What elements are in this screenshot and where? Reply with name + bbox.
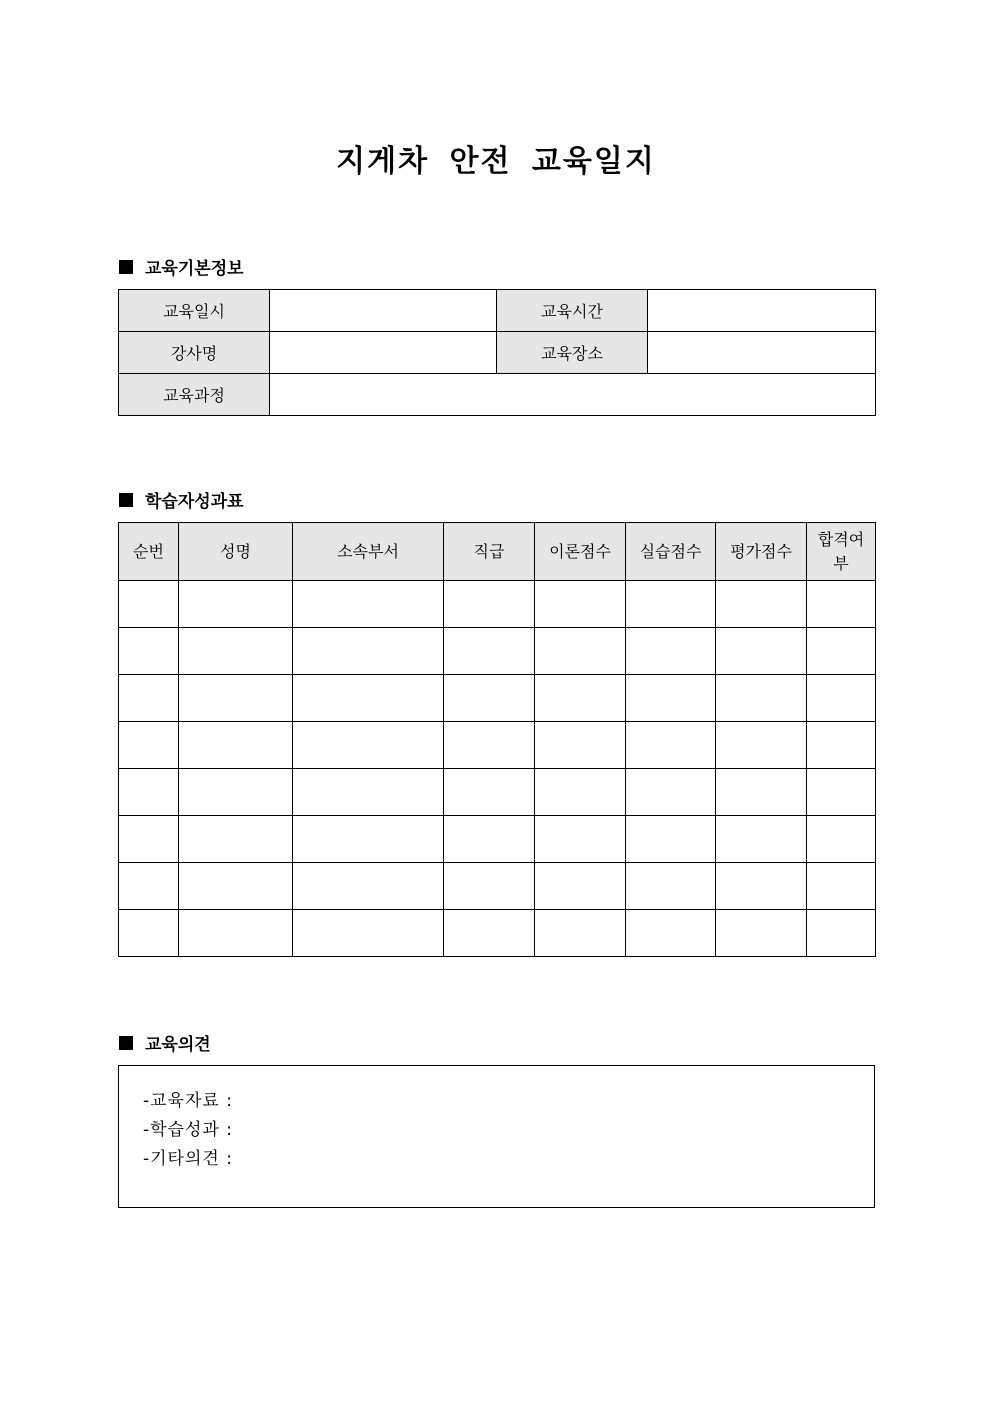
document-title: 지게차 안전 교육일지 <box>336 144 656 179</box>
cell-eval-score[interactable] <box>716 628 807 675</box>
cell-pass[interactable] <box>807 581 876 628</box>
cell-name[interactable] <box>179 675 293 722</box>
cell-department[interactable] <box>293 769 444 816</box>
square-bullet-icon <box>119 1036 133 1050</box>
cell-practice-score[interactable] <box>626 675 716 722</box>
cell-eval-score[interactable] <box>716 816 807 863</box>
cell-rank[interactable] <box>444 769 535 816</box>
cell-department[interactable] <box>293 581 444 628</box>
cell-eval-score[interactable] <box>716 581 807 628</box>
cell-theory-score[interactable] <box>535 863 626 910</box>
cell-rank[interactable] <box>444 910 535 957</box>
cell-no[interactable] <box>119 816 179 863</box>
cell-no[interactable] <box>119 910 179 957</box>
cell-rank[interactable] <box>444 628 535 675</box>
results-table <box>118 522 876 957</box>
col-header-eval-score: 평가점수 <box>716 523 807 581</box>
basic-info-table <box>118 289 876 416</box>
col-header-name: 성명 <box>179 523 293 581</box>
table-row <box>119 675 876 722</box>
cell-theory-score[interactable] <box>535 816 626 863</box>
section-heading-opinion <box>119 1030 211 1055</box>
cell-no[interactable] <box>119 675 179 722</box>
cell-name[interactable] <box>179 722 293 769</box>
cell-rank[interactable] <box>444 581 535 628</box>
cell-department[interactable] <box>293 628 444 675</box>
cell-practice-score[interactable] <box>626 910 716 957</box>
time-label: 교육시간 <box>497 290 648 332</box>
cell-pass[interactable] <box>807 628 876 675</box>
section-heading-results <box>119 487 244 512</box>
cell-theory-score[interactable] <box>535 628 626 675</box>
section-heading-basic-info <box>119 254 244 279</box>
cell-department[interactable] <box>293 910 444 957</box>
cell-name[interactable] <box>179 816 293 863</box>
col-header-department: 소속부서 <box>293 523 444 581</box>
cell-no[interactable] <box>119 628 179 675</box>
place-field[interactable] <box>648 332 876 374</box>
date-label: 교육일시 <box>119 290 270 332</box>
cell-eval-score[interactable] <box>716 769 807 816</box>
cell-theory-score[interactable] <box>535 675 626 722</box>
table-row <box>119 816 876 863</box>
cell-department[interactable] <box>293 722 444 769</box>
cell-practice-score[interactable] <box>626 722 716 769</box>
opinion-line-materials: -교육자료 : <box>143 1091 233 1111</box>
cell-pass[interactable] <box>807 769 876 816</box>
opinion-line-other: -기타의견 : <box>143 1149 233 1169</box>
table-row <box>119 628 876 675</box>
table-row <box>119 910 876 957</box>
cell-eval-score[interactable] <box>716 863 807 910</box>
cell-theory-score[interactable] <box>535 910 626 957</box>
cell-practice-score[interactable] <box>626 628 716 675</box>
cell-pass[interactable] <box>807 722 876 769</box>
col-header-theory-score: 이론점수 <box>535 523 626 581</box>
col-header-pass: 합격여부 <box>807 523 876 581</box>
table-header-row <box>119 523 876 581</box>
date-field[interactable] <box>270 290 497 332</box>
col-header-no: 순번 <box>119 523 179 581</box>
instructor-label: 강사명 <box>119 332 270 374</box>
square-bullet-icon <box>119 260 133 274</box>
cell-rank[interactable] <box>444 863 535 910</box>
cell-pass[interactable] <box>807 910 876 957</box>
cell-theory-score[interactable] <box>535 769 626 816</box>
cell-name[interactable] <box>179 628 293 675</box>
cell-name[interactable] <box>179 581 293 628</box>
cell-rank[interactable] <box>444 675 535 722</box>
cell-theory-score[interactable] <box>535 722 626 769</box>
cell-theory-score[interactable] <box>535 581 626 628</box>
cell-no[interactable] <box>119 581 179 628</box>
table-row <box>119 290 876 332</box>
col-header-practice-score: 실습점수 <box>626 523 716 581</box>
table-row <box>119 581 876 628</box>
place-label: 교육장소 <box>497 332 648 374</box>
table-row <box>119 863 876 910</box>
cell-pass[interactable] <box>807 675 876 722</box>
course-label: 교육과정 <box>119 374 270 416</box>
cell-no[interactable] <box>119 863 179 910</box>
cell-no[interactable] <box>119 722 179 769</box>
cell-department[interactable] <box>293 816 444 863</box>
cell-name[interactable] <box>179 863 293 910</box>
cell-no[interactable] <box>119 769 179 816</box>
cell-department[interactable] <box>293 675 444 722</box>
table-row <box>119 722 876 769</box>
section-heading-label: 학습자성과표 <box>145 492 244 512</box>
instructor-field[interactable] <box>270 332 497 374</box>
cell-department[interactable] <box>293 863 444 910</box>
cell-practice-score[interactable] <box>626 581 716 628</box>
section-heading-label: 교육기본정보 <box>145 259 244 279</box>
cell-eval-score[interactable] <box>716 910 807 957</box>
cell-eval-score[interactable] <box>716 675 807 722</box>
cell-practice-score[interactable] <box>626 863 716 910</box>
course-field[interactable] <box>270 374 876 416</box>
cell-pass[interactable] <box>807 816 876 863</box>
section-heading-label: 교육의견 <box>145 1035 211 1055</box>
opinion-box[interactable] <box>118 1065 875 1208</box>
col-header-rank: 직급 <box>444 523 535 581</box>
cell-pass[interactable] <box>807 863 876 910</box>
cell-rank[interactable] <box>444 816 535 863</box>
cell-eval-score[interactable] <box>716 722 807 769</box>
table-row <box>119 769 876 816</box>
table-row <box>119 374 876 416</box>
table-row <box>119 332 876 374</box>
cell-practice-score[interactable] <box>626 769 716 816</box>
cell-name[interactable] <box>179 910 293 957</box>
cell-rank[interactable] <box>444 722 535 769</box>
opinion-line-results: -학습성과 : <box>143 1120 233 1140</box>
cell-name[interactable] <box>179 769 293 816</box>
square-bullet-icon <box>119 493 133 507</box>
time-field[interactable] <box>648 290 876 332</box>
cell-practice-score[interactable] <box>626 816 716 863</box>
